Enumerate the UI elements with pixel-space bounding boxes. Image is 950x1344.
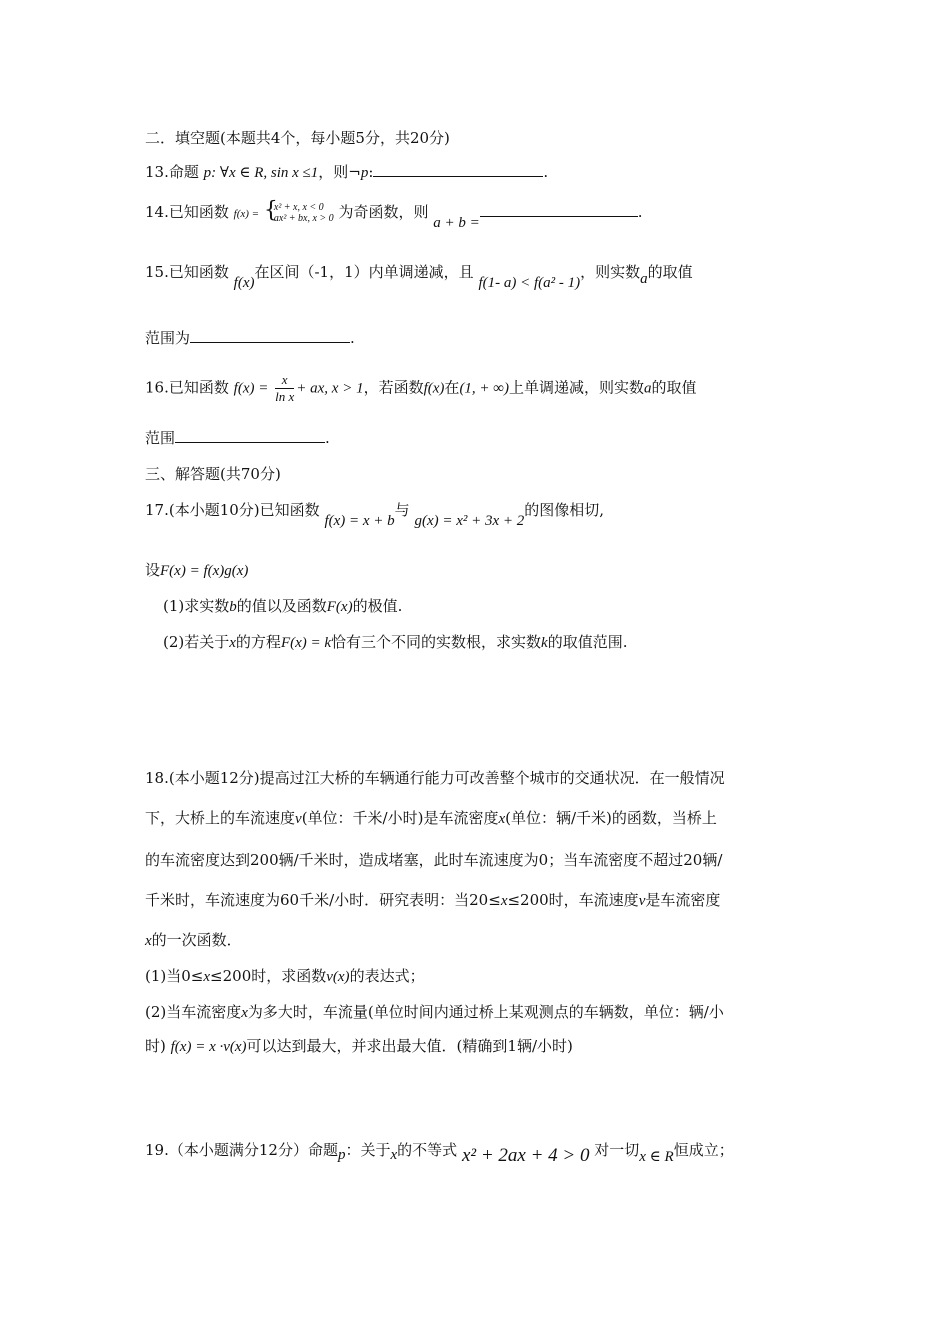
q17-equation: F(x) = k [280, 635, 332, 651]
q17-part2-text-2: 的方程 [235, 633, 281, 651]
question-19 [145, 1140, 734, 1166]
q16-text-5: 的取值 [651, 378, 697, 397]
q16-fraction [275, 372, 294, 405]
q18-l5-x: x [145, 933, 152, 949]
q16-numerator: x [275, 372, 294, 389]
q18-s2-text: (2)当车流密度 [145, 1003, 242, 1021]
q19-text-2: ：关于 [345, 1141, 391, 1159]
q14-function: f(x) = [233, 208, 260, 220]
q18-x: x [498, 811, 506, 827]
q19-inequality: x² + 2ax + 4 > 0 [461, 1145, 590, 1166]
q17-b: b [229, 599, 237, 615]
q18-l4-text-3: 是车流密度 [645, 891, 721, 909]
q18-l2-text: 下，大桥上的车流速度 [145, 809, 296, 827]
q17-part1-text-2: 的值以及函数 [236, 597, 327, 615]
q15-number: 15. [145, 263, 169, 281]
q13-text: 命题 [168, 163, 199, 181]
q19-number: 19. [145, 1141, 169, 1159]
q13-text-2: ，则¬ [318, 163, 361, 181]
question-18-part-2 [145, 1002, 724, 1023]
q17-g: g(x) = x² + 3x + 2 [414, 513, 525, 529]
question-18-part-2-cont [145, 1036, 573, 1057]
q18-v: v [295, 811, 302, 827]
q15-text-3: ，则实数 [580, 263, 641, 281]
q17-part1-text: (1)求实数 [163, 597, 230, 615]
q16-tail: . [325, 429, 330, 447]
question-17-part-2 [163, 632, 628, 653]
q14-text: 已知函数 [168, 203, 229, 221]
q19-text-4: 对一切 [594, 1141, 640, 1159]
q16-number: 16. [145, 378, 169, 397]
question-17-line-2 [145, 560, 248, 581]
q18-s3-text-2: 可以达到最大，并求出最大值．(精确到1辆/小时) [246, 1037, 573, 1055]
q18-s2-text-2: 为多大时，车流量(单位时间内通过桥上某观测点的车辆数，单位：辆/小 [247, 1003, 724, 1021]
q18-vx: v(x) [326, 969, 350, 985]
q16-text-4: 上单调递减，则实数 [509, 378, 645, 397]
section-3-heading: 三、解答题(共70分) [145, 465, 281, 483]
q15-text-5: 范围为 [145, 329, 191, 347]
q17-part2-text-4: 的取值范围. [547, 633, 628, 651]
question-18-line-5 [145, 930, 242, 951]
q18-l4-text-2: ≤200时，车流速度 [507, 891, 639, 909]
q19-text-3: 的不等式 [397, 1141, 458, 1159]
q16-rest: + ax, x > 1 [296, 380, 364, 397]
question-17 [145, 500, 605, 529]
q15-function: f(x) [233, 275, 255, 291]
q13-colon: : [368, 163, 374, 181]
q18-s2-x: x [241, 1005, 248, 1021]
q18-l4-text: 千米时，车流速度为60千米/小时．研究表明：当20≤ [145, 891, 501, 909]
q16-denominator: ln x [275, 389, 295, 404]
q15-answer-blank[interactable] [190, 328, 350, 343]
question-13 [145, 162, 548, 183]
q17-x: x [229, 635, 236, 651]
q14-piece-2: ax² + bx, x > 0 [273, 213, 334, 224]
q19-p: p [337, 1147, 346, 1163]
q18-s1-text-3: 的表达式； [349, 967, 425, 985]
q17-text-2: 与 [394, 501, 410, 519]
q15-tail: . [350, 329, 355, 347]
q15-text: 已知函数 [168, 263, 229, 281]
q17-F: F(x) = f(x)g(x) [160, 563, 249, 579]
question-18-part-1 [145, 966, 425, 987]
q17-part1-text-3: 的极值. [352, 597, 403, 615]
q13-number: 13. [145, 163, 169, 181]
question-14 [145, 198, 643, 231]
q17-f: f(x) = x + b [324, 513, 395, 529]
q18-l5-text: 的一次函数． [151, 931, 242, 949]
q16-function-2: f(x) [423, 380, 445, 397]
q14-number: 14. [145, 203, 169, 221]
q18-l2-text-3: (单位：辆/千米)的函数，当桥上 [505, 809, 717, 827]
q17-part2-text-3: 恰有三个不同的实数根，求实数 [331, 633, 542, 651]
q18-s1-text-2: ≤200时，求函数 [210, 967, 327, 985]
q17-text: (本小题10分)已知函数 [168, 501, 320, 519]
q13-p: p [203, 165, 212, 181]
question-18-line-1: 18.(本小题12分)提高过江大桥的车辆通行能力可改善整个城市的交通状况．在一般情况 [145, 769, 725, 787]
q15-text-4: 的取值 [647, 263, 693, 281]
q16-text: 已知函数 [168, 378, 229, 397]
q17-part2-text: (2)若关于 [163, 633, 230, 651]
q18-s1-x: x [203, 969, 211, 985]
q14-a-plus-b: a + b = [433, 215, 480, 231]
question-18-line-4 [145, 890, 720, 911]
q18-s3-text: 时) [145, 1037, 166, 1055]
q16-interval: (1, + ∞) [459, 380, 509, 397]
q19-text-5: 恒成立； [673, 1141, 734, 1159]
q13-answer-blank[interactable] [373, 162, 543, 177]
question-16-cont [145, 428, 330, 448]
q17-text-3: 的图像相切, [524, 501, 605, 519]
q17-k: k [541, 635, 548, 651]
q18-fx: f(x) = x ·v(x) [170, 1039, 247, 1055]
question-16 [145, 372, 697, 405]
question-15-cont [145, 328, 355, 348]
q16-answer-blank[interactable] [175, 428, 325, 443]
q19-x-in-r: x ∈ R [639, 1149, 674, 1165]
q14-piece-1: x² + x, x < 0 [273, 202, 324, 213]
q14-text-2: 为奇函数，则 [338, 203, 429, 221]
q16-text-3: 在 [444, 378, 460, 397]
question-17-part-1 [163, 596, 402, 617]
q16-a: a [644, 380, 652, 397]
q19-x: x [390, 1147, 398, 1163]
q17-F2: F(x) [326, 599, 353, 615]
q16-text-6: 范围 [145, 429, 176, 447]
q13-p2: p [360, 165, 369, 181]
q13-expression: : ∀x ∈ R, sin x ≤1 [211, 165, 319, 181]
q18-l2-text-2: (单位：千米/小时)是车流密度 [301, 809, 499, 827]
q15-a: a [640, 271, 648, 287]
q14-tail: . [637, 203, 643, 221]
q18-s1-text: (1)当0≤ [145, 967, 204, 985]
section-2-heading: 二．填空题(本题共4个，每小题5分，共20分) [145, 129, 450, 147]
q17-number: 17. [145, 501, 169, 519]
question-18-line-3: 的车流密度达到200辆/千米时，造成堵塞，此时车流速度为0；当车流密度不超过20辆/ [145, 851, 723, 869]
q16-function: f(x) = [233, 380, 269, 397]
q14-piecewise: { x² + x, x < 0 ax² + bx, x > 0 [263, 198, 334, 224]
q18-l4-x: x [500, 893, 508, 909]
question-15 [145, 262, 693, 291]
q14-answer-blank[interactable] [480, 202, 638, 217]
q15-text-2: 在区间（-1，1）内单调递减，且 [254, 263, 474, 281]
q19-text: （本小题满分12分）命题 [168, 1141, 338, 1159]
q13-tail: . [543, 163, 549, 181]
q15-inequality: f(1- a) < f(a² - 1) [478, 275, 581, 291]
q16-text-2: ，若函数 [363, 378, 424, 397]
question-18-line-2 [145, 808, 717, 829]
q17-set: 设 [145, 561, 161, 579]
q18-l4-v: v [638, 893, 646, 909]
